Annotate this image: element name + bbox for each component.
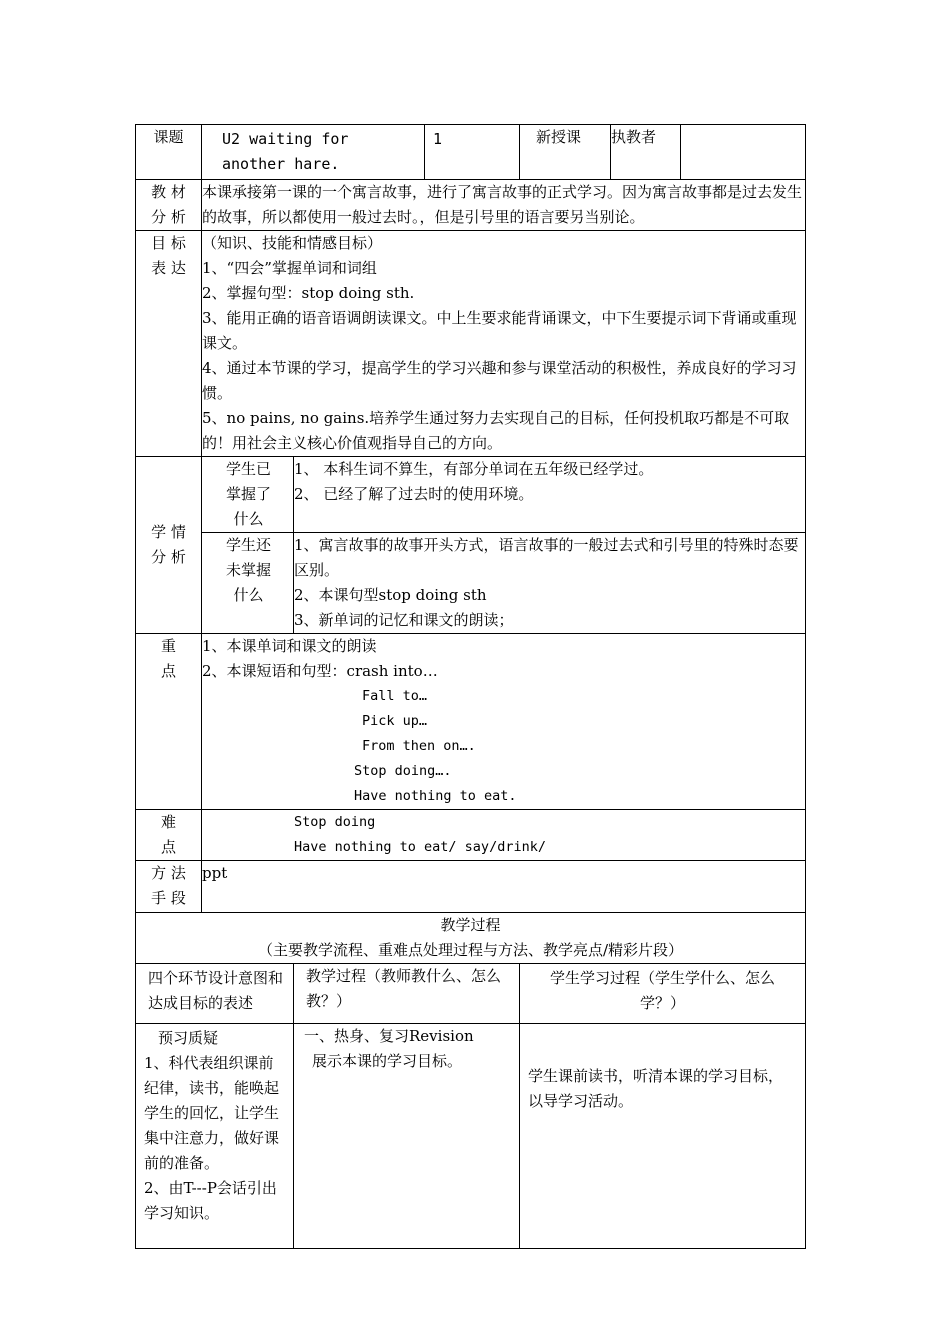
students-known-label: 学生已掌握了什么 <box>202 457 294 533</box>
difficult-points-content <box>202 810 806 861</box>
difficult-points-label <box>136 810 202 861</box>
methods-label <box>136 861 202 913</box>
lesson-type: 新授课 <box>520 125 611 180</box>
analysis-row <box>136 180 806 231</box>
teacher-value <box>681 125 806 180</box>
process-col3-header: 学生学习过程（学生学什么、怎么学？） <box>520 964 806 1024</box>
teacher-label: 执教者 <box>611 125 681 180</box>
students-known-row <box>136 457 806 533</box>
header-row <box>136 125 806 180</box>
key-points-label <box>136 634 202 810</box>
key-points-row <box>136 634 806 810</box>
process-col1-content <box>136 1024 294 1249</box>
process-header-row <box>136 964 806 1024</box>
analysis-label <box>136 180 202 231</box>
goal-line: 3、能用正确的语音语调朗读课文。中上生要求能背诵课文，中下生要提示词下背诵或重现课文。 <box>202 309 797 352</box>
process-col2-line: 一、热身、复习Revision <box>304 1027 474 1045</box>
goal-line: 5、no pains, no gains.培养学生通过努力去实现自己的目标，任何投机取巧都是不可取的！用社会主义核心价值观指导自己的方向。 <box>202 409 790 452</box>
key-phrase: Pick up… <box>362 713 428 729</box>
topic-value: U2 waiting for another hare. <box>202 125 425 180</box>
difficult-line: Stop doing <box>294 814 376 830</box>
students-unknown-label: 学生还未掌握什么 <box>202 533 294 634</box>
known-line: 2、 已经了解了过去时的使用环境。 <box>294 485 534 503</box>
methods-label-2: 手 段 <box>151 889 186 907</box>
goals-label <box>136 231 202 457</box>
process-body-row <box>136 1024 806 1249</box>
topic-label: 课题 <box>136 125 202 180</box>
difficult-label-2: 点 <box>160 838 176 856</box>
goals-content <box>202 231 806 457</box>
goal-line: （知识、技能和情感目标） <box>202 234 383 252</box>
unknown-line: 2、本课句型stop doing sth <box>294 586 487 604</box>
known-line: 1、 本科生词不算生，有部分单词在五年级已经学过。 <box>294 460 654 478</box>
key-point-line: 2、本课短语和句型：crash into… <box>202 662 438 680</box>
students-label-2: 分 析 <box>151 548 186 566</box>
process-subtitle: （主要教学流程、重难点处理过程与方法、教学亮点/精彩片段） <box>258 941 684 959</box>
key-points-label-2: 点 <box>160 662 176 680</box>
goal-line: 4、通过本节课的学习，提高学生的学习兴趣和参与课堂活动的积极性，养成良好的学习习惯。 <box>202 359 797 402</box>
unknown-line: 1、寓言故事的故事开头方式，语言故事的一般过去式和引号里的特殊时态要区别。 <box>294 536 799 579</box>
process-title-cell <box>136 913 806 964</box>
goals-label-1: 目 标 <box>151 234 186 252</box>
unknown-line: 3、新单词的记忆和课文的朗读； <box>294 611 514 629</box>
key-phrase: Have nothing to eat. <box>354 788 517 804</box>
difficult-line: Have nothing to eat/ say/drink/ <box>294 839 546 855</box>
process-title-row <box>136 913 806 964</box>
goal-line: 2、掌握句型：stop doing sth. <box>202 284 415 302</box>
students-label <box>136 457 202 634</box>
methods-row <box>136 861 806 913</box>
period-value: 1 <box>425 125 520 180</box>
key-phrase: From then on…. <box>362 738 476 754</box>
goal-line: 1、“四会”掌握单词和词组 <box>202 259 377 277</box>
difficult-points-row <box>136 810 806 861</box>
analysis-text: 本课承接第一课的一个寓言故事，进行了寓言故事的正式学习。因为寓言故事都是过去发生的故事，所以都使用一般过去时。，但是引号里的语言要另当别论。 <box>202 180 806 231</box>
students-unknown-content <box>294 533 806 634</box>
process-col2-header: 教学过程（教师教什么、怎么教？） <box>294 964 520 1024</box>
analysis-label-2: 分 析 <box>151 208 186 226</box>
students-known-content <box>294 457 806 533</box>
process-col1-line: 预习质疑 <box>158 1029 219 1047</box>
students-label-1: 学 情 <box>151 523 186 541</box>
key-phrase: Fall to… <box>362 688 428 704</box>
goals-label-2: 表 达 <box>151 259 186 277</box>
process-col1-header: 四个环节设计意图和达成目标的表述 <box>136 964 294 1024</box>
process-title: 教学过程 <box>440 916 501 934</box>
process-col2-content <box>294 1024 520 1249</box>
process-col2-line: 展示本课的学习目标。 <box>312 1052 463 1070</box>
process-col1-line: 2、由T---P会话引出学习知识。 <box>144 1179 277 1222</box>
key-point-line: 1、本课单词和课文的朗读 <box>202 637 377 655</box>
goals-row <box>136 231 806 457</box>
difficult-label-1: 难 <box>160 813 176 831</box>
key-points-label-1: 重 <box>160 637 176 655</box>
process-col3-content: 学生课前读书，听清本课的学习目标，以导学习活动。 <box>520 1024 806 1249</box>
students-unknown-row <box>136 533 806 634</box>
methods-text: ppt <box>202 861 806 913</box>
key-points-content <box>202 634 806 810</box>
methods-label-1: 方 法 <box>151 864 186 882</box>
analysis-label-1: 教 材 <box>151 183 186 201</box>
key-phrase: Stop doing…. <box>354 763 452 779</box>
process-col1-line: 1、科代表组织课前纪律，读书，能唤起学生的回忆，让学生集中注意力，做好课前的准备。 <box>144 1054 280 1172</box>
lesson-plan-table <box>135 124 806 1249</box>
